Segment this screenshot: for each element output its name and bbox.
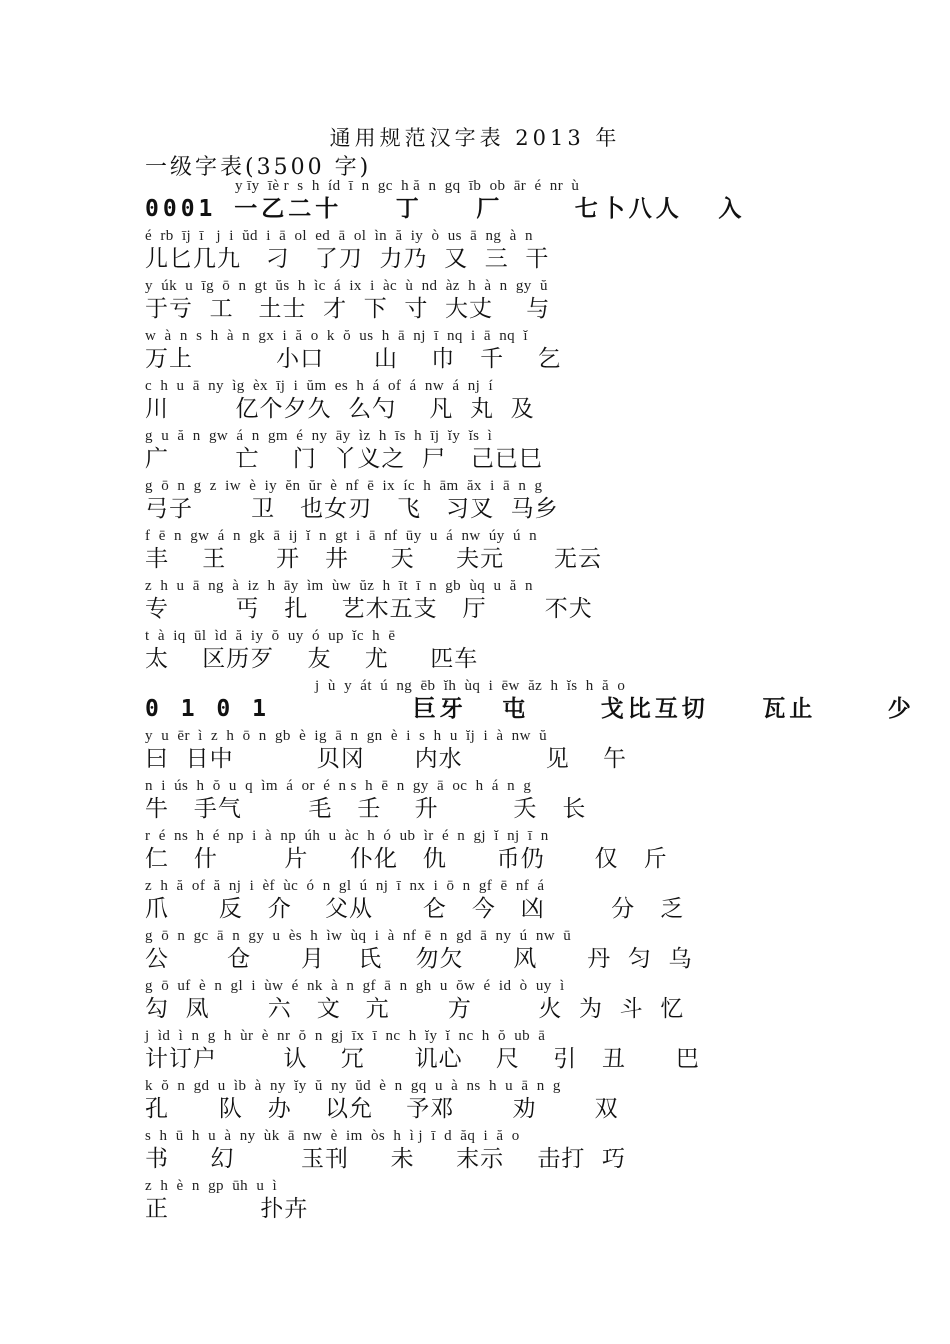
hanzi-line: 计订户 认 冗 讥心 尺 引 丑 巴 bbox=[145, 1046, 700, 1072]
pinyin-line: g u ă n gw á n gm é ny āy ìz h īs h īj ĭy ĭs ì bbox=[145, 428, 493, 444]
pinyin-line: s h ū h u à ny ùk ā nw è im òs h ì j ī d ăq i ă o bbox=[145, 1128, 520, 1144]
pinyin-line: z h ă of ă nj i èf ùc ó n gl ú nj ī nx i ō n gf ē nf á bbox=[145, 878, 545, 894]
pinyin-line: n i ús h ŏ u q ìm á or é n s h ē n gy ā oc h á n g bbox=[145, 778, 532, 794]
hanzi-line: 牛 手气 毛 壬 升 夭 长 bbox=[145, 796, 587, 822]
hanzi-line: 于亏 工 土士 才 下 寸 大丈 与 bbox=[145, 296, 551, 322]
hanzi-line: 正 扑卉 bbox=[145, 1196, 309, 1222]
hanzi-line: 0 1 0 1 巨牙 屯 戈比互切 瓦止 少 bbox=[145, 696, 915, 722]
pinyin-line: z h è n gp ūh u ì bbox=[145, 1178, 278, 1194]
pinyin-line: t à iq ūl ìd ă iy ŏ uy ó up ĭc h ē bbox=[145, 628, 396, 644]
hanzi-line: 孔 队 办 以允 予邓 劝 双 bbox=[145, 1096, 619, 1122]
hanzi-line: 公 仓 月 氏 勿欠 风 丹 匀 乌 bbox=[145, 946, 693, 972]
pinyin-line: z h u ā ng à iz h āy ìm ùw ŭz h īt ī n gb ùq u ă n bbox=[145, 578, 533, 594]
hanzi-line: 曰 日中 贝冈 内水 见 午 bbox=[145, 746, 627, 772]
pinyin-line: r é ns h é np i à np úh u àc h ó ub ìr é n gj ĭ nj ī n bbox=[145, 828, 549, 844]
pinyin-line: f ē n gw á n gk ā ij ĭ n gt i ā nf ūy u á nw úy ú n bbox=[145, 528, 538, 544]
pinyin-line: w à n s h à n gx i ă o k ŏ us h ā nj ī nq i ā nq ĭ bbox=[145, 328, 528, 344]
hanzi-line: 丰 王 开 井 天 夫元 无云 bbox=[145, 546, 603, 572]
pinyin-line: é rb īj ī j i ŭd i ā ol ed ā ol ìn ă iy ò us ā ng à n bbox=[145, 228, 533, 244]
hanzi-line: 书 幻 玉刊 未 末示 击打 巧 bbox=[145, 1146, 627, 1172]
pinyin-line: c h u ā ny ìg èx īj i ŭm es h á of á nw á nj í bbox=[145, 378, 494, 394]
pinyin-line: g ō n g z iw è iy ĕn ŭr è nf ē ix íc h ām ăx i ā n g bbox=[145, 478, 543, 494]
hanzi-line: 川 亿个夕久 么勺 凡 丸 及 bbox=[145, 396, 535, 422]
document-subtitle: 一级字表(3500 字) bbox=[145, 155, 372, 180]
pinyin-line: g ō uf è n gl i ùw é nk à n gf ā n gh u ŏw é id ò uy ì bbox=[145, 978, 565, 994]
pinyin-line: y īy īè r s h íd ī n gc h ă n gq īb ob ār é nr ù bbox=[235, 178, 580, 194]
document-title: 通用规范汉字表 2013 年 bbox=[329, 126, 621, 150]
pinyin-line: j ù y át ú ng ēb ĭh ùq i ēw ăz h ĭs h ă o bbox=[315, 678, 626, 694]
pinyin-line: y u ēr ì z h ō n gb è ig ā n gn è i s h u ĭj i à nw ŭ bbox=[145, 728, 548, 744]
hanzi-line: 专 丐 扎 艺木五支 厅 不犬 bbox=[145, 596, 593, 622]
pinyin-line: g ō n gc ā n gy u ès h ìw ùq i à nf ē n gd ā ny ú nw ū bbox=[145, 928, 572, 944]
hanzi-line: 仁 什 片 仆化 仇 币仍 仅 斤 bbox=[145, 846, 668, 872]
pinyin-line: j ìd ì n g h ùr è nr ŏ n gj īx ī nc h ĭy ĭ nc h ŏ ub ā bbox=[145, 1028, 546, 1044]
hanzi-line: 儿匕几九 刁 了刀 力乃 又 三 干 bbox=[145, 246, 550, 272]
hanzi-line: 0001 一乙二十 丁 厂 七卜八人 入 bbox=[145, 196, 746, 222]
hanzi-line: 勾 凤 六 文 亢 方 火 为 斗 忆 bbox=[145, 996, 685, 1022]
pinyin-line: k ŏ n gd u ìb à ny ĭy ŭ ny ŭd è n gq u à ns h u ā n g bbox=[145, 1078, 561, 1094]
hanzi-line: 万上 小口 山 巾 千 乞 bbox=[145, 346, 562, 372]
hanzi-line: 太 区历歹 友 尤 匹车 bbox=[145, 646, 479, 672]
hanzi-line: 弓子 卫 也女刃 飞 习叉 马乡 bbox=[145, 496, 559, 522]
pinyin-line: y úk u īg ō n gt ŭs h ìc á ix i àc ù nd àz h à n gy ŭ bbox=[145, 278, 548, 294]
hanzi-line: 广 亡 门 丫义之 尸 己已巳 bbox=[145, 446, 543, 472]
hanzi-line: 爪 反 介 父从 仑 今 凶 分 乏 bbox=[145, 896, 685, 922]
